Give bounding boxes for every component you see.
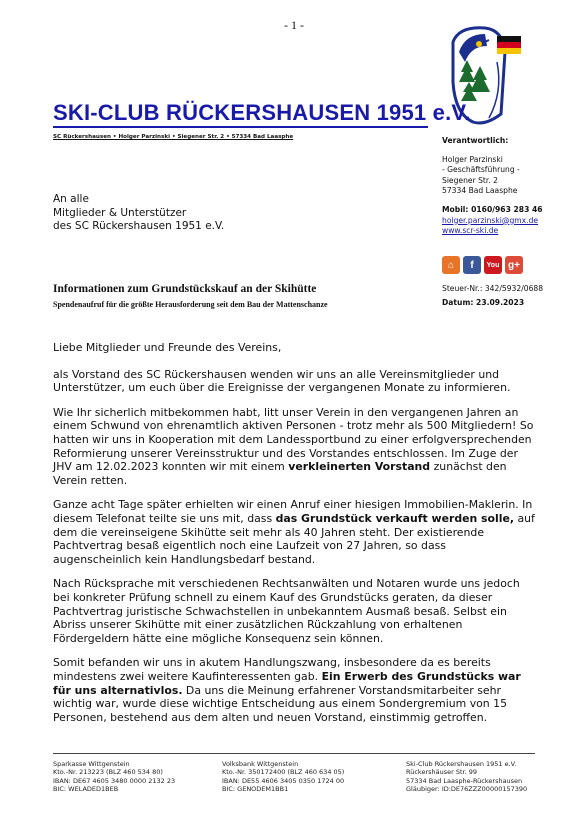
recipient-line: Mitglieder & Unterstützer [53, 206, 187, 219]
recipient-address [53, 193, 224, 234]
website-link[interactable]: www.scr-ski.de [442, 226, 499, 236]
paragraph: Somit befanden wir uns in akutem Handlungszwang, insbesondere da es bereits mindestens zwei weitere Kaufinteressenten gab. Ein Erwerb des Grundstücks war für uns alternativlos. Da uns die Meinung erfahrener Vorstandsmitarbeiter sehr wichtig war, wurde diese wichtige Entscheidung aus einem Sondergremium von 15 Personen, bestehend aus dem alten und neuen Vorstand, einstimmig getroffen. [53, 656, 521, 725]
footer-club-address: Ski-Club Rückershausen 1951 e.V. Rückershäuser Str. 99 57334 Bad Laasphe-Rückershausen Gläubiger: ID:DE76ZZZ00000157390 [406, 760, 528, 793]
paragraph: Wie Ihr sicherlich mitbekommen habt, litt unser Verein in den vergangenen Jahren an einem Schwund von ehrenamtlich aktiven Personen - trotz mehr als 500 Mitgliedern! So hatten wir uns in Kooperation mit dem Landessportbund zu einer erfolgversprechenden Reformierung unserer Vereinsstruktur und des Vorstandes entschlossen. Im Zuge der JHV am 12.02.2023 konnten wir mit einem verkleinerten Vorstand zunächst den Verein retten. [53, 405, 534, 488]
contact-mobile: Mobil: 0160/963 283 46 [442, 204, 543, 214]
sender-line: SC Rückershausen • Holger Parzinski • Siegener Str. 2 • 57334 Bad Laasphe [53, 134, 294, 140]
contact-street: Siegener Str. 2 [442, 175, 498, 185]
club-title: SKI-CLUB RÜCKERSHAUSEN 1951 e.V. [53, 100, 471, 125]
title-underline [53, 126, 428, 128]
letter-body [53, 341, 535, 735]
subject-line: Informationen zum Grundstückskauf an der Skihütte [53, 283, 317, 295]
salutation: Liebe Mitglieder und Freunde des Vereins, [53, 341, 282, 354]
youtube-icon[interactable]: You [484, 256, 502, 274]
paragraph: als Vorstand des SC Rückershausen wenden wir uns an alle Vereinsmitglieder und Unterstützer, um euch über die Ereignisse der vergangenen Monate zu informieren. [53, 367, 511, 395]
page-number: - 1 - [284, 18, 304, 32]
paragraph: Nach Rücksprache mit verschiedenen Rechtsanwälten und Notaren wurde uns jedoch bei konkreter Prüfung schnell zu einem Kauf des Grundstücks geraten, da dieser Pachtvertrag juristische Schwachstellen in unbekanntem Ausmaß besaß. Selbst ein Abriss unserer Skihütte mit einer zusätzlichen Rückzahlung von erhaltenen Fördergeldern hätte eine mögliche Konsequenz sein können. [53, 577, 520, 646]
contact-name: Holger Parzinski [442, 154, 503, 164]
subject-subline: Spendenaufruf für die größte Herausforderung seit dem Bau der Mattenschanze [53, 300, 328, 309]
social-icons [442, 256, 523, 274]
recipient-line: des SC Rückershausen 1951 e.V. [53, 220, 225, 232]
tax-number: Steuer-Nr.: 342/5932/0688 [442, 284, 544, 293]
footer-rule [53, 753, 535, 754]
facebook-icon[interactable]: f [463, 256, 481, 274]
contact-city: 57334 Bad Laasphe [442, 186, 518, 196]
googleplus-icon[interactable]: g+ [505, 256, 523, 274]
footer-bank-1: Sparkasse Wittgenstein Kto.-Nr. 213223 (BLZ 460 534 80) IBAN: DE67 4605 3480 0000 2132 23 BIC: WELADED1BEB [53, 760, 176, 793]
paragraph: Ganze acht Tage später erhielten wir einen Anruf einer hiesigen Immobilien-Maklerin. In diesem Telefonat teilte sie uns mit, dass das Grundstück verkauft werden solle, auf dem die vereinseigene Skihütte seit mehr als 40 Jahren steht. Der existierende Pachtvertrag besaß eigentlich noch eine Laufzeit von 27 Jahren, so dass augenscheinlich kein Handlungsbedarf bestand. [53, 498, 535, 567]
contact-sidebar [442, 136, 582, 237]
letter-date: Datum: 23.09.2023 [442, 298, 525, 307]
letter-meta [442, 282, 543, 310]
contact-role: - Geschäftsführung - [442, 165, 520, 175]
recipient-line: An alle [53, 193, 89, 205]
responsible-heading: Verantwortlich: [442, 136, 509, 145]
email-link[interactable]: holger.parzinski@gmx.de [442, 215, 539, 225]
footer-bank-2: Volksbank Wittgenstein Kto.-Nr. 350172400 (BLZ 460 634 05) IBAN: DE55 4606 3405 0350 1724 00 BIC: GENODEM1BB1 [222, 760, 345, 793]
home-icon[interactable]: ⌂ [442, 256, 460, 274]
